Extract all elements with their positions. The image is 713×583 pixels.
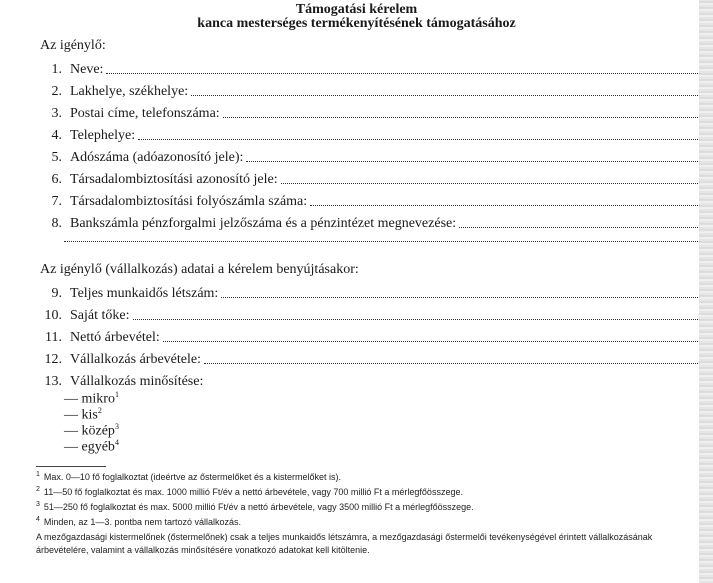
bank-account-continuation-line[interactable] [64, 240, 700, 242]
option-label: — közép [64, 423, 115, 439]
small-producer-note: A mezőgazdasági kistermelőnek (őstermelőnek) csak a teljes munkaidős létszámra, a mezőgazdasági őstermelői tevékenységével érintett vállalkozásának [36, 532, 653, 542]
footnote-1 [36, 471, 341, 482]
field-equity[interactable] [40, 306, 700, 324]
page-edge-shadow [699, 0, 713, 583]
footnote-ref: 4 [114, 438, 119, 447]
field-number: 5. [51, 150, 62, 165]
field-net-revenue[interactable] [40, 328, 700, 346]
field-social-security-id[interactable] [40, 170, 700, 188]
field-number: 1. [51, 62, 62, 77]
field-number: 3. [51, 106, 62, 121]
fill-line[interactable] [133, 318, 701, 320]
field-label: Vállalkozás árbevétele: [70, 352, 201, 367]
footnote-marker: 4 [36, 516, 40, 523]
field-tax-number[interactable] [40, 148, 700, 166]
option-medium[interactable] [64, 422, 119, 440]
fill-line[interactable] [310, 204, 700, 206]
fill-line[interactable] [459, 226, 700, 228]
field-label: Saját tőke: [70, 308, 130, 323]
footnote-text: 51—250 fő foglalkoztat és max. 5000 millió Ft/év a nettó árbevétele, vagy 3500 millió Ft a mérlegfőösszege. [43, 502, 474, 512]
footnote-marker: 3 [36, 501, 40, 508]
field-label: Társadalombiztosítási folyószámla száma: [70, 194, 308, 209]
footnote-marker: 1 [36, 471, 40, 478]
field-company-classification [40, 372, 700, 390]
fill-line[interactable] [191, 94, 700, 96]
footnote-text: 11—50 fő foglalkoztat és max. 1000 millió Ft/év a nettó árbevétele, vagy 700 millió Ft a mérlegfőösszege. [43, 487, 463, 497]
field-social-security-account[interactable] [40, 192, 700, 210]
field-number: 10. [44, 308, 62, 323]
footnote-marker: 2 [36, 486, 40, 493]
footnote-ref: 1 [114, 390, 119, 399]
field-full-time-headcount[interactable] [40, 284, 700, 302]
fill-line[interactable] [204, 362, 700, 364]
footnote-4 [36, 516, 241, 527]
footnote-text: Max. 0—10 fő foglalkoztat (ideértve az őstermelőket és a kistermelőket is). [43, 472, 342, 482]
field-bank-account[interactable] [40, 214, 700, 232]
option-label: — egyéb [64, 439, 115, 455]
field-label: Nettó árbevétel: [70, 330, 160, 345]
field-number: 4. [51, 128, 62, 143]
field-label: Adószáma (adóazonosító jele): [70, 150, 244, 165]
option-label: — mikro [64, 391, 115, 407]
fill-line[interactable] [281, 182, 700, 184]
fill-line[interactable] [223, 116, 700, 118]
field-number: 6. [51, 172, 62, 187]
field-label: Neve: [70, 62, 104, 77]
field-number: 8. [51, 216, 62, 231]
company-data-heading: Az igénylő (vállalkozás) adatai a kérelem benyújtásakor: [40, 262, 359, 277]
field-company-revenue[interactable] [40, 350, 700, 368]
field-number: 13. [44, 374, 62, 389]
field-label: Lakhelye, székhelye: [70, 84, 189, 99]
field-number: 11. [45, 330, 62, 345]
footnote-divider [36, 466, 106, 467]
form-subtitle: kanca mesterséges termékenyítésének támogatásához [197, 16, 516, 31]
small-producer-note-continued: árbevételére, valamint a vállalkozás minősítésére vonatkozó adatokat kell kitöltenie. [36, 545, 370, 555]
footnote-text: Minden, az 1—3. pontba nem tartozó vállalkozás. [43, 517, 242, 527]
field-site[interactable] [40, 126, 700, 144]
footnote-2 [36, 486, 463, 497]
footnote-3 [36, 501, 474, 512]
option-small[interactable] [64, 406, 102, 424]
footnote-ref: 2 [97, 406, 102, 415]
fill-line[interactable] [138, 138, 700, 140]
option-label: — kis [64, 407, 98, 423]
field-number: 9. [51, 286, 62, 301]
fill-line[interactable] [106, 72, 700, 74]
footnote-ref: 3 [114, 422, 119, 431]
field-label: Társadalombiztosítási azonosító jele: [70, 172, 278, 187]
field-number: 7. [51, 194, 62, 209]
fill-line[interactable] [221, 296, 700, 298]
field-number: 12. [44, 352, 62, 367]
fill-line[interactable] [246, 160, 700, 162]
field-label: Telephelye: [70, 128, 136, 143]
field-label: Vállalkozás minősítése: [70, 374, 204, 389]
field-residence[interactable] [40, 82, 700, 100]
field-postal-address[interactable] [40, 104, 700, 122]
field-label: Postai címe, telefonszáma: [70, 106, 220, 121]
field-label: Teljes munkaidős létszám: [70, 286, 219, 301]
option-other[interactable] [64, 438, 119, 456]
fill-line[interactable] [163, 340, 700, 342]
field-name[interactable] [40, 60, 700, 78]
field-number: 2. [51, 84, 62, 99]
applicant-heading: Az igénylő: [40, 38, 106, 53]
form-title: Támogatási kérelem [295, 2, 418, 17]
option-micro[interactable] [64, 390, 119, 408]
field-label: Bankszámla pénzforgalmi jelzőszáma és a pénzintézet megnevezése: [70, 216, 457, 231]
